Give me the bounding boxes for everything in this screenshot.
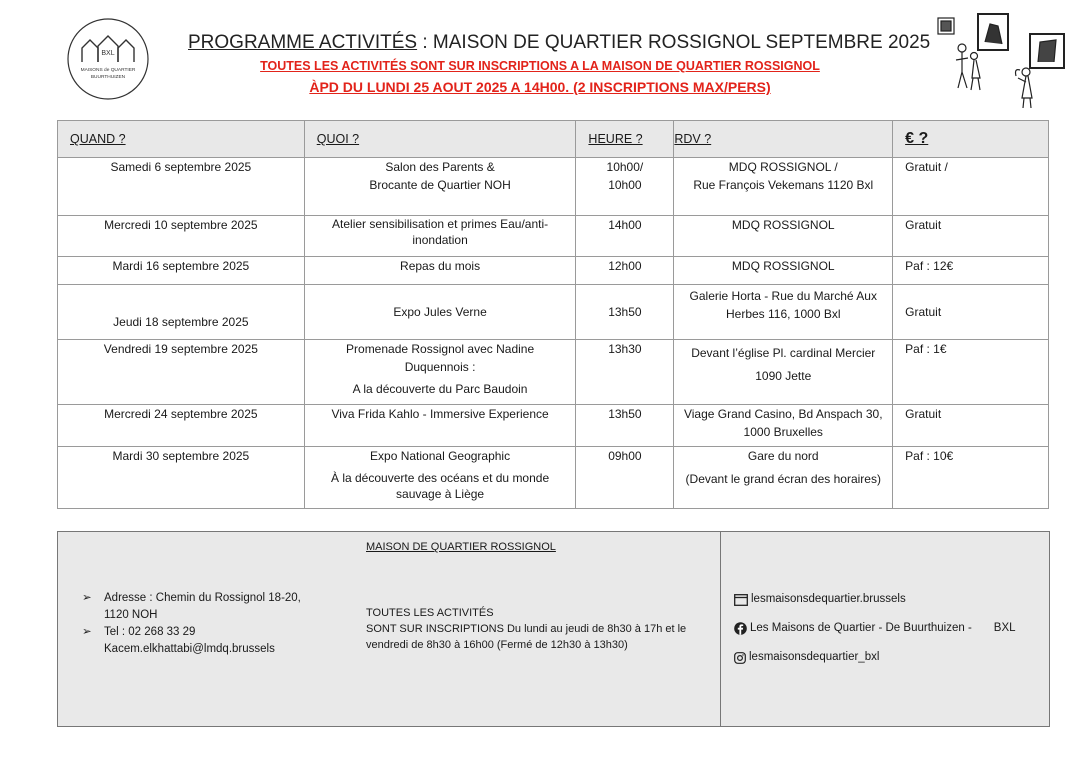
table-header-row xyxy=(58,121,1049,158)
programme-table xyxy=(57,120,1049,509)
table-row xyxy=(58,257,1049,285)
row-quand: Samedi 6 septembre 2025 xyxy=(58,158,305,216)
logo xyxy=(64,18,152,100)
instagram-link[interactable] xyxy=(734,649,1016,666)
website-text: lesmaisonsdequartier.brussels xyxy=(751,593,906,605)
row-quand: Jeudi 18 septembre 2025 xyxy=(58,285,305,340)
activities-info xyxy=(366,605,706,653)
table-row xyxy=(58,158,1049,216)
col-rdv: RDV ? xyxy=(674,121,893,158)
col-heure: HEURE ? xyxy=(576,121,674,158)
contact-box xyxy=(57,531,1050,727)
facebook-link[interactable] xyxy=(734,620,1016,637)
row-quoi: Promenade Rossignol avec Nadine Duquennois : A la découverte du Parc Baudoin xyxy=(304,340,576,405)
title-underlined: PROGRAMME ACTIVITÉS xyxy=(188,32,418,53)
row-quoi: Viva Frida Kahlo - Immersive Experience xyxy=(304,405,576,447)
address-block xyxy=(82,590,301,658)
phone-item xyxy=(82,624,301,641)
phone: Tel : 02 268 33 29 xyxy=(104,626,196,638)
table-row xyxy=(58,216,1049,257)
row-quoi: Salon des Parents & Brocante de Quartier NOH xyxy=(304,158,576,216)
row-heure: 09h00 xyxy=(576,447,674,509)
row-prix: Gratuit / xyxy=(893,158,1049,216)
facebook-suffix: BXL xyxy=(993,622,1016,634)
social-links xyxy=(734,591,1016,678)
row-quand: Mercredi 10 septembre 2025 xyxy=(58,216,305,257)
activities-line2: SONT SUR INSCRIPTIONS Du lundi au jeudi de 8h30 à 17h et le xyxy=(366,623,687,635)
divider xyxy=(720,532,721,726)
row-rdv: MDQ ROSSIGNOL xyxy=(674,216,893,257)
row-heure: 13h30 xyxy=(576,340,674,405)
row-quand: Mercredi 24 septembre 2025 xyxy=(58,405,305,447)
row-quoi: Expo National Geographic À la découverte des océans et du monde sauvage à Liège xyxy=(304,447,576,509)
row-prix: Gratuit xyxy=(893,216,1049,257)
row-quoi: Expo Jules Verne xyxy=(304,285,576,340)
title-rest: : MAISON DE QUARTIER ROSSIGNOL SEPTEMBRE 2025 xyxy=(417,32,931,53)
address-item xyxy=(82,590,301,624)
facebook-icon xyxy=(734,622,747,635)
row-rdv: Gare du nord (Devant le grand écran des horaires) xyxy=(674,447,893,509)
row-prix: Gratuit xyxy=(893,405,1049,447)
registration-date-notice: ÀPD DU LUNDI 25 AOUT 2025 A 14H00. (2 INSCRIPTIONS MAX/PERS) xyxy=(309,79,771,95)
browser-window-icon xyxy=(734,594,748,606)
row-prix: Paf : 10€ xyxy=(893,447,1049,509)
email[interactable]: Kacem.elkhattabi@lmdq.brussels xyxy=(104,643,275,655)
col-quoi: QUOI ? xyxy=(304,121,576,158)
logo-badge: BXL xyxy=(101,50,115,57)
logo-line1: MAISONS de QUARTIER xyxy=(80,68,136,73)
activities-line3: vendredi de 8h30 à 16h00 (Fermé de 12h30 à 13h30) xyxy=(366,639,628,651)
row-prix: Gratuit xyxy=(893,285,1049,340)
row-heure: 13h50 xyxy=(576,285,674,340)
instagram-text: lesmaisonsdequartier_bxl xyxy=(749,651,880,663)
row-heure: 14h00 xyxy=(576,216,674,257)
row-rdv: Galerie Horta - Rue du Marché Aux Herbes 116, 1000 Bxl xyxy=(674,285,893,340)
footer-title: MAISON DE QUARTIER ROSSIGNOL xyxy=(366,541,556,553)
row-rdv: MDQ ROSSIGNOL xyxy=(674,257,893,285)
address-city: 1120 NOH xyxy=(104,609,158,621)
row-prix: Paf : 12€ xyxy=(893,257,1049,285)
row-heure: 12h00 xyxy=(576,257,674,285)
instagram-icon xyxy=(734,652,746,664)
table-row xyxy=(58,340,1049,405)
facebook-text: Les Maisons de Quartier - De Buurthuizen - xyxy=(750,622,972,634)
activities-line1: TOUTES LES ACTIVITÉS xyxy=(366,607,494,619)
website-link[interactable] xyxy=(734,591,1016,608)
page-title xyxy=(188,32,930,54)
row-quoi: Atelier sensibilisation et primes Eau/anti- inondation xyxy=(304,216,576,257)
row-heure: 13h50 xyxy=(576,405,674,447)
row-quand: Mardi 16 septembre 2025 xyxy=(58,257,305,285)
registration-notice: TOUTES LES ACTIVITÉS SONT SUR INSCRIPTIONS A LA MAISON DE QUARTIER ROSSIGNOL xyxy=(260,59,820,73)
row-quand: Vendredi 19 septembre 2025 xyxy=(58,340,305,405)
row-quoi: Repas du mois xyxy=(304,257,576,285)
row-heure: 10h00/ 10h00 xyxy=(576,158,674,216)
row-rdv: Viage Grand Casino, Bd Anspach 30, 1000 Bruxelles xyxy=(674,405,893,447)
table-row xyxy=(58,405,1049,447)
table-row xyxy=(58,285,1049,340)
row-prix: Paf : 1€ xyxy=(893,340,1049,405)
bullet-arrow-icon: ➢ xyxy=(82,626,92,638)
gallery-sketch-decoration xyxy=(930,12,1068,112)
col-prix: € ? xyxy=(893,121,1049,158)
col-quand: QUAND ? xyxy=(58,121,305,158)
row-quand: Mardi 30 septembre 2025 xyxy=(58,447,305,509)
bullet-arrow-icon: ➢ xyxy=(82,592,92,604)
row-rdv: MDQ ROSSIGNOL / Rue François Vekemans 1120 Bxl xyxy=(674,158,893,216)
table-row xyxy=(58,447,1049,509)
address-label: Adresse : Chemin du Rossignol 18-20, xyxy=(104,592,301,604)
logo-line2: BUURTHUIZEN xyxy=(90,75,126,80)
row-rdv: Devant l’église Pl. cardinal Mercier 1090 Jette xyxy=(674,340,893,405)
